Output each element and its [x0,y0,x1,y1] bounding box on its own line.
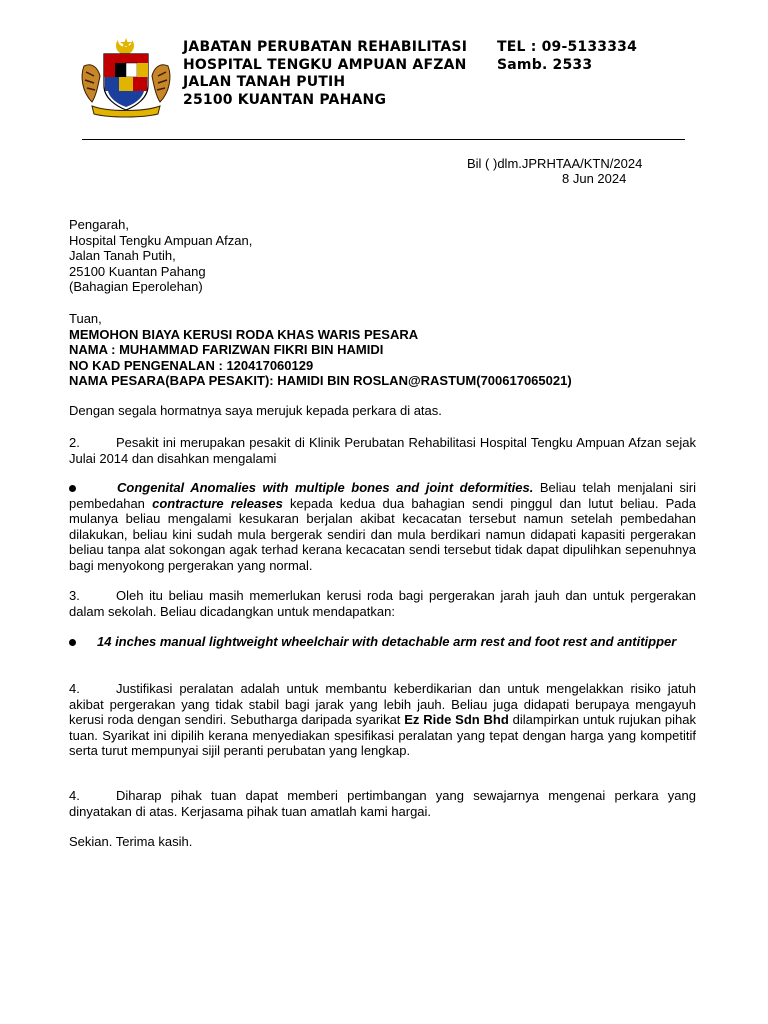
recipient-line: Hospital Tengku Ampuan Afzan, [69,232,253,248]
paragraph-number: 3. [69,588,80,603]
paragraph-3 [69,588,696,619]
diagnosis-detail-continued: kepada kedua dua bahagian sendi pinggul dan lutut beliau. Pada mulanya beliau mengalami kesukaran berjalan akibat kecacatan tersebut namun setelah pembedahan dilakukan, beliau kini sudah mula bergerak sendiri dan mula berdikari namun didapati kapasiti pergerakan beliau tanpa alat sokongan agak terhad kerana kecacatan sendi tersebut tidak dapat dipulihkan sepenuhnya bagi menyokong pergerakan yang normal. [69,495,696,573]
recipient-line: (Bahagian Eperolehan) [69,279,203,294]
header-divider [82,139,685,140]
paragraph-text: Justifikasi peralatan adalah untuk membantu keberdikarian dan untuk mengelakkan risiko jatuh akibat pergerakan yang tidak stabil bagi jarak yang lebih jauh. Beliau juga didapati berupaya mengayuh kerusi roda dengan sendiri. Sebutharga daripada syarikat [69,681,696,727]
recipient-line: 25100 Kuantan Pahang [69,263,206,279]
patient-ic-number: NO KAD PENGENALAN : 120417060129 [69,357,314,373]
paragraph-text: Diharap pihak tuan dapat memberi pertimbangan yang sewajarnya mengenai perkara yang dinyatakan di atas. Kerjasama pihak tuan amatlah kami hargai. [69,788,696,819]
bullet-icon [69,639,76,646]
bullet-icon [69,485,76,492]
pensioner-name: NAMA PESARA(BAPA PESAKIT): HAMIDI BIN ROSLAN@RASTUM(700617065021) [69,373,572,388]
department-name: JABATAN PERUBATAN REHABILITASI [183,39,468,55]
telephone-number: TEL : 09-5133334 [497,39,638,55]
recipient-line: Jalan Tanah Putih, [69,248,176,263]
paragraph-text: Pesakit ini merupakan pesakit di Klinik Perubatan Rehabilitasi Hospital Tengku Ampuan Afzan sejak Julai 2014 dan disahkan mengalami [69,435,696,466]
city-address: 25100 KUANTAN PAHANG [183,92,387,108]
equipment-text: 14 inches manual lightweight wheelchair with detachable arm rest and foot rest and antitipper [97,634,677,649]
paragraph-text: Oleh itu beliau masih memerlukan kerusi roda bagi pergerakan jarah jauh dan untuk pergerakan dalam sekolah. Beliau dicadangkan untuk mendapatkan: [69,588,696,619]
street-address: JALAN TANAH PUTIH [183,74,346,90]
closing-text: Sekian. Terima kasih. [69,834,193,849]
reference-number: Bil ( )dlm.JPRHTAA/KTN/2024 [467,156,643,171]
coat-of-arms-logo [78,36,174,118]
salutation: Tuan, [69,311,102,326]
letter-date: 8 Jun 2024 [562,171,627,186]
paragraph-2 [69,435,696,466]
supplier-name: Ez Ride Sdn Bhd [404,712,509,727]
subject-block [69,311,572,389]
recipient-line: Pengarah, [69,217,129,232]
hospital-name: HOSPITAL TENGKU AMPUAN AFZAN [183,57,467,73]
diagnosis-text: Congenital Anomalies with multiple bones and joint deformities. [117,480,534,495]
bullet-diagnosis [69,480,696,573]
paragraph-number: 2. [69,435,80,450]
diagnosis-detail: Beliau telah menjalani siri pembedahan [69,480,696,511]
bullet-equipment [69,634,696,650]
paragraph-1: Dengan segala hormatnya saya merujuk kepada perkara di atas. [69,403,442,418]
patient-name: NAMA : MUHAMMAD FARIZWAN FIKRI BIN HAMIDI [69,342,384,357]
subject-title: MEMOHON BIAYA KERUSI RODA KHAS WARIS PESARA [69,326,419,342]
paragraph-text-continued: dilampirkan untuk rujukan pihak tuan. Syarikat ini dipilih kerana menyediakan spesifikasi peralatan yang tepat dengan harga yang kompetitif serta turut mempunyai sijil peranti perubatan yang lengkap. [69,712,697,758]
paragraph-number: 4. [69,788,80,803]
procedure-text: contracture releases [152,495,283,511]
extension-number: Samb. 2533 [497,57,593,73]
recipient-address [69,217,252,295]
paragraph-number: 4. [69,681,80,696]
paragraph-4 [69,681,696,759]
paragraph-5 [69,788,696,819]
